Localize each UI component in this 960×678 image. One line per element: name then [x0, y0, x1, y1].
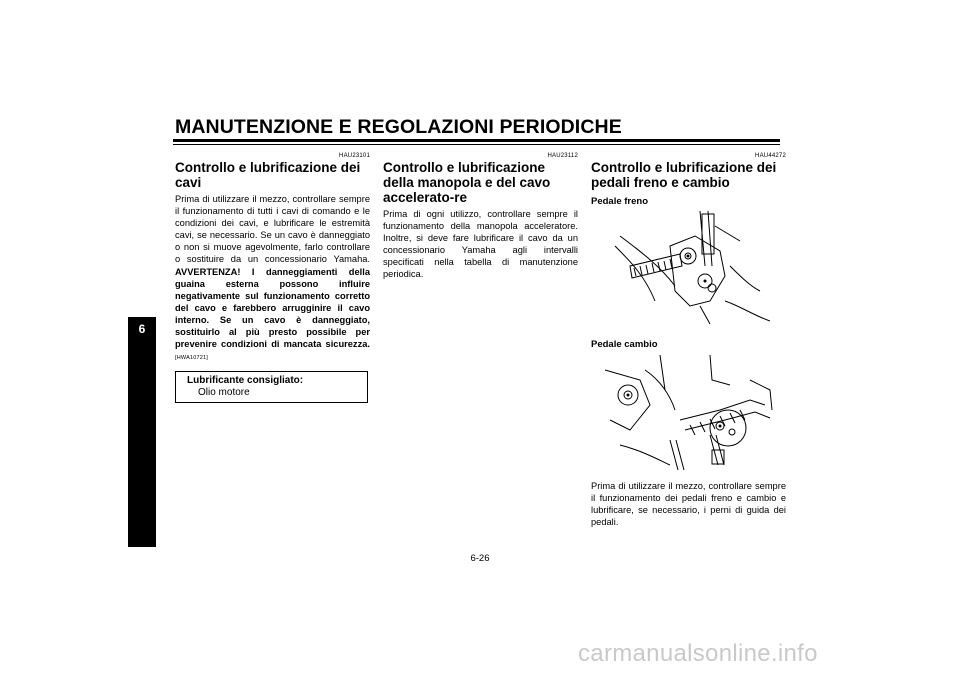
- shift-pedal-figure: [600, 350, 780, 475]
- page-title: MANUTENZIONE E REGOLAZIONI PERIODICHE: [175, 116, 622, 138]
- pedals-text: [591, 480, 786, 528]
- title-rule-thin: [173, 144, 780, 145]
- title-rule: [173, 139, 780, 142]
- watermark: carmanualsonline.info: [578, 640, 818, 667]
- brake-pedal-figure: [600, 206, 780, 326]
- warning-code: [HWA10721]: [175, 355, 208, 362]
- section-heading: Controllo e lubrificazione dei pedali freno e cambio: [591, 160, 777, 190]
- page-number: 6-26: [470, 553, 490, 564]
- section-body: Prima di ogni utilizzo, controllare sempre il funzionamento della manopola acceleratore. Inoltre, si deve fare lubrificare il cavo da un concessionario Yamaha agli intervalli specificati nella tabella di manutenzione periodica.: [383, 209, 578, 280]
- section-heading: Controllo e lubrificazione dei cavi: [175, 160, 361, 190]
- section-pedals: [591, 152, 786, 193]
- section-body: Prima di utilizzare il mezzo, controllare sempre il funzionamento dei pedali freno e cambio e lubrificare, se necessario, i perni di guida dei pedali.: [591, 481, 786, 528]
- section-cables: [175, 152, 370, 364]
- section-code: HAU23112: [547, 153, 578, 159]
- brake-pedal-label: Pedale freno: [591, 196, 649, 207]
- section-code: HAU23101: [339, 153, 370, 159]
- warning-text: AVVERTENZA! I danneggiamenti della guaina esterna possono influire negativamente sul funzionamento corretto del cavo e farebbero arrugginire il cavo interno. Se un cavo è danneggiato, sostituirlo al più presto possibile per prevenire condizioni di mancata sicurezza.: [175, 266, 370, 350]
- chapter-tab: [128, 317, 156, 547]
- lubricant-title: Lubrificante consigliato:: [187, 375, 304, 386]
- body-text: Prima di utilizzare il mezzo, controllare sempre il funzionamento di tutti i cavi di comando e le condizioni dei cavi, e lubrificare le estremità cavi, se necessario. Se un cavo è danneggiato o non si muove agevolmente, farlo controllare o sostituire da un concessionario Yamaha.: [175, 194, 370, 265]
- section-code: HAU44272: [755, 153, 786, 159]
- chapter-number: 6: [138, 322, 146, 336]
- section-throttle: [383, 152, 578, 281]
- section-body: [175, 193, 370, 364]
- section-heading: Controllo e lubrificazione della manopola e del cavo accelerato-re: [383, 160, 551, 205]
- lubricant-box: [175, 371, 368, 403]
- shift-pedal-label: Pedale cambio: [591, 339, 658, 350]
- lubricant-value: Olio motore: [198, 387, 250, 398]
